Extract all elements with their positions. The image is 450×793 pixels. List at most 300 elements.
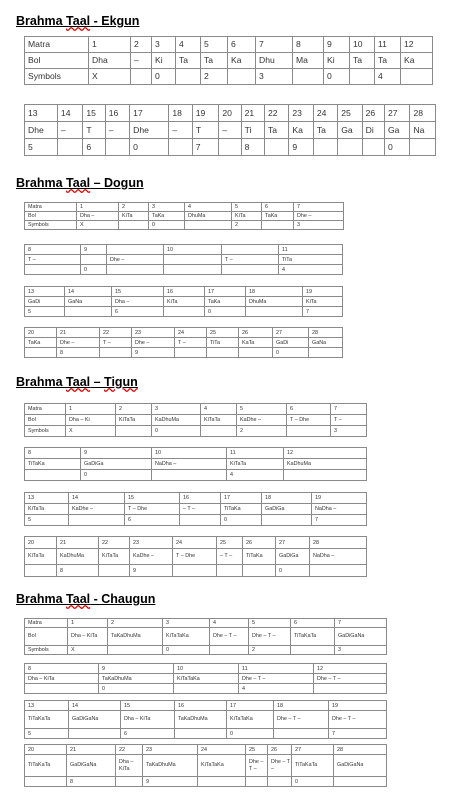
table-cell: KiTaTaKa	[227, 711, 274, 729]
table-cell: 27	[273, 328, 309, 338]
table-cell: KaDhuMa	[57, 549, 99, 565]
table-cell: 7	[294, 203, 344, 212]
table-row	[25, 297, 343, 307]
table-cell: 0	[130, 139, 169, 156]
table-row	[25, 664, 387, 674]
table-cell	[65, 307, 112, 317]
table-cell: 24	[175, 328, 207, 338]
table-cell: 0	[149, 221, 185, 230]
table-cell: 3	[149, 203, 185, 212]
table-cell: Dhe – T –	[274, 711, 329, 729]
table-cell: 9	[81, 448, 152, 459]
table-cell: KiTaTaKa	[163, 628, 210, 646]
table-cell: 6	[112, 307, 164, 317]
table-cell: 1	[68, 619, 108, 628]
table-cell: 0	[152, 426, 201, 437]
chaugun-table-4	[24, 744, 387, 787]
table-cell: –	[131, 53, 152, 69]
table-cell: 23	[289, 105, 313, 122]
table-cell: 25	[207, 328, 239, 338]
table-row	[25, 729, 387, 739]
table-row	[25, 348, 343, 358]
table-cell: NaDha –	[310, 549, 367, 565]
table-cell: TaKa	[205, 297, 246, 307]
table-cell: 0	[227, 729, 274, 739]
table-cell: GaDiGaNa	[335, 628, 387, 646]
table-cell: 4	[185, 203, 232, 212]
table-cell: 17	[221, 493, 262, 504]
table-cell: T –	[100, 338, 132, 348]
table-cell: 2	[131, 37, 152, 53]
table-cell: Dhe –	[294, 212, 344, 221]
table-cell: GaDiGaNa	[334, 755, 387, 777]
table-cell: 14	[57, 105, 82, 122]
table-row	[25, 415, 367, 426]
table-cell: GaDiGaNa	[67, 755, 116, 777]
table-cell: 5	[249, 619, 291, 628]
table-cell	[222, 245, 279, 255]
table-cell	[274, 729, 329, 739]
table-cell: 22	[264, 105, 288, 122]
table-cell: 22	[100, 328, 132, 338]
table-cell: 18	[274, 701, 329, 711]
table-row	[25, 122, 436, 139]
table-row	[25, 565, 367, 577]
table-cell	[69, 729, 121, 739]
table-cell	[287, 426, 331, 437]
table-row	[25, 493, 367, 504]
table-cell: GaDiGa	[276, 549, 310, 565]
table-cell	[314, 684, 387, 694]
table-cell: Bol	[25, 53, 89, 69]
table-cell	[164, 307, 205, 317]
table-cell: 23	[130, 537, 173, 549]
table-row	[25, 549, 367, 565]
table-cell: Dha – KiTa	[121, 711, 175, 729]
table-cell	[25, 265, 81, 275]
table-cell: Dhe	[130, 122, 169, 139]
table-cell	[169, 139, 192, 156]
table-cell: Ki	[152, 53, 176, 69]
table-cell	[313, 139, 337, 156]
table-cell: 17	[227, 701, 274, 711]
table-cell: 13	[25, 105, 58, 122]
table-cell: TaKa	[25, 338, 57, 348]
table-cell: 2	[237, 426, 287, 437]
tigun-table-4	[24, 536, 367, 577]
table-cell: Ka	[228, 53, 256, 69]
table-cell: 6	[83, 139, 105, 156]
table-cell	[268, 777, 292, 787]
table-row	[25, 777, 387, 787]
table-cell: 12	[314, 664, 387, 674]
table-cell: 1	[66, 404, 116, 415]
table-cell: 0	[324, 69, 350, 85]
table-cell: 5	[201, 37, 228, 53]
table-row	[25, 287, 343, 297]
table-cell: 0	[221, 515, 262, 526]
table-cell: 8	[67, 777, 116, 787]
table-cell: TiTaKaTa	[25, 711, 69, 729]
table-cell: 0	[99, 684, 174, 694]
table-cell: 3	[331, 426, 367, 437]
table-cell: Dha – KiTa	[68, 628, 108, 646]
table-cell: TaKaDhuMa	[99, 674, 174, 684]
table-cell	[25, 348, 57, 358]
table-cell: 17	[130, 105, 169, 122]
table-cell: TaKaDhuMa	[143, 755, 198, 777]
table-row	[25, 53, 433, 69]
table-cell: 4	[227, 470, 284, 481]
table-cell: 0	[205, 307, 246, 317]
table-cell	[207, 348, 239, 358]
table-cell: Ta	[375, 53, 401, 69]
table-cell: Dhe – T –	[239, 674, 314, 684]
table-cell	[131, 69, 152, 85]
table-cell: 8	[293, 37, 324, 53]
table-cell: Dha – KiTa	[25, 674, 99, 684]
table-cell: 12	[284, 448, 367, 459]
table-cell: Matra	[25, 37, 89, 53]
dogun-table-3	[24, 286, 343, 317]
table-row	[25, 701, 387, 711]
table-cell: 3	[152, 37, 176, 53]
table-cell: 6	[291, 619, 335, 628]
table-cell: 0	[273, 348, 309, 358]
table-row	[25, 221, 344, 230]
table-cell: 0	[384, 139, 409, 156]
table-cell	[25, 684, 99, 694]
table-cell: 26	[268, 745, 292, 755]
table-row	[25, 265, 343, 275]
table-cell: Dha – KiTa	[116, 755, 143, 777]
table-cell: 6	[287, 404, 331, 415]
table-cell: 28	[310, 537, 367, 549]
table-cell: Dhe – T –	[249, 628, 291, 646]
table-cell: 16	[175, 701, 227, 711]
table-cell	[164, 265, 222, 275]
table-cell: GaNa	[65, 297, 112, 307]
chaugun-table-1	[24, 618, 387, 655]
table-cell: 7	[256, 37, 293, 53]
table-cell: 7	[312, 515, 367, 526]
table-cell	[264, 139, 288, 156]
table-cell	[100, 348, 132, 358]
table-cell: 7	[192, 139, 219, 156]
table-row	[25, 105, 436, 122]
table-cell: TaKa	[262, 212, 294, 221]
table-cell: Ga	[338, 122, 362, 139]
table-row	[25, 684, 387, 694]
table-row	[25, 515, 367, 526]
table-cell: KiTaTaKa	[198, 755, 246, 777]
table-cell: Ki	[324, 53, 350, 69]
table-cell	[228, 69, 256, 85]
table-row	[25, 504, 367, 515]
table-cell: Dha –	[77, 212, 119, 221]
table-cell: Dhe –	[132, 338, 175, 348]
dogun-table-4	[24, 327, 343, 358]
table-cell: Dhe – T –	[210, 628, 249, 646]
table-cell	[362, 139, 384, 156]
table-cell: 22	[99, 537, 130, 549]
table-cell: Na	[410, 122, 436, 139]
table-cell: 1	[89, 37, 131, 53]
table-cell	[262, 221, 294, 230]
table-cell: Bol	[25, 628, 68, 646]
table-cell: 28	[410, 105, 436, 122]
table-cell	[201, 426, 237, 437]
table-cell: GaDiGa	[262, 504, 312, 515]
table-cell: 26	[362, 105, 384, 122]
table-cell: Ga	[384, 122, 409, 139]
table-cell: 0	[163, 646, 210, 655]
table-cell: 18	[262, 493, 312, 504]
table-cell: Symbols	[25, 69, 89, 85]
ekgun-table-1	[24, 36, 433, 85]
heading-tigun: Brahma Taal – Tigun	[16, 375, 138, 389]
table-cell: TiTaKa	[221, 504, 262, 515]
table-cell	[173, 565, 217, 577]
table-cell: 5	[25, 139, 58, 156]
table-cell	[164, 255, 222, 265]
table-cell: 16	[180, 493, 221, 504]
table-cell: 0	[292, 777, 334, 787]
table-cell	[293, 69, 324, 85]
table-cell: TiTaKa	[243, 549, 276, 565]
table-cell	[175, 348, 207, 358]
table-cell: Ta	[176, 53, 201, 69]
table-cell: T	[83, 122, 105, 139]
heading-chaugun: Brahma Taal - Chaugun	[16, 592, 156, 606]
table-cell: GaDi	[25, 297, 65, 307]
table-cell: 5	[232, 203, 262, 212]
table-cell	[105, 139, 129, 156]
table-cell	[107, 265, 164, 275]
table-cell: GaNa	[309, 338, 343, 348]
table-cell: 19	[329, 701, 387, 711]
table-cell	[309, 348, 343, 358]
table-cell: 16	[105, 105, 129, 122]
table-cell: 24	[173, 537, 217, 549]
table-cell: 4	[375, 69, 401, 85]
table-cell	[222, 265, 279, 275]
table-cell	[401, 69, 433, 85]
table-cell: – T –	[217, 549, 243, 565]
table-cell: 7	[331, 404, 367, 415]
table-cell: Matra	[25, 619, 68, 628]
table-cell	[107, 245, 164, 255]
table-cell: 20	[25, 537, 57, 549]
table-row	[25, 328, 343, 338]
table-cell: Ma	[293, 53, 324, 69]
table-cell: TaKaDhuMa	[175, 711, 227, 729]
table-cell: TiTaKaTa	[291, 628, 335, 646]
table-row	[25, 755, 387, 777]
table-cell: 7	[329, 729, 387, 739]
table-cell: 15	[125, 493, 180, 504]
table-cell: 8	[25, 448, 81, 459]
table-cell: Symbols	[25, 646, 68, 655]
table-cell	[119, 221, 149, 230]
table-cell: Dhe – T –	[246, 755, 268, 777]
table-cell: 9	[81, 245, 107, 255]
table-cell: 8	[241, 139, 264, 156]
tigun-table-3	[24, 492, 367, 526]
table-cell: 2	[108, 619, 163, 628]
table-cell: Dhe	[25, 122, 58, 139]
table-cell: 20	[25, 745, 67, 755]
table-cell: 4	[239, 684, 314, 694]
table-cell: Dhe – T –	[268, 755, 292, 777]
table-cell: 15	[83, 105, 105, 122]
table-cell: GaDi	[273, 338, 309, 348]
table-cell: Ta	[201, 53, 228, 69]
table-cell: 13	[25, 493, 69, 504]
table-cell: T – Dhe	[173, 549, 217, 565]
table-cell: Dha	[89, 53, 131, 69]
table-cell: TiTaKaTa	[292, 755, 334, 777]
table-cell: KiTaTa	[116, 415, 152, 426]
table-cell: 8	[25, 245, 81, 255]
dogun-table-1	[24, 202, 344, 230]
table-cell: Ka	[289, 122, 313, 139]
table-cell: 2	[119, 203, 149, 212]
table-cell: Dhu	[256, 53, 293, 69]
table-cell	[180, 515, 221, 526]
table-cell: 17	[205, 287, 246, 297]
table-cell: 8	[57, 348, 100, 358]
table-cell: KiTaTa	[99, 549, 130, 565]
table-cell	[174, 684, 239, 694]
table-cell: X	[89, 69, 131, 85]
table-cell: –	[57, 122, 82, 139]
table-row	[25, 69, 433, 85]
table-cell: TaKaDhuMa	[108, 628, 163, 646]
table-cell	[219, 139, 241, 156]
table-cell: 21	[67, 745, 116, 755]
table-cell: Bol	[25, 212, 77, 221]
table-row	[25, 745, 387, 755]
table-row	[25, 203, 344, 212]
table-cell: KaDhe –	[130, 549, 173, 565]
table-cell: Dhe – T –	[314, 674, 387, 684]
table-cell: 2	[116, 404, 152, 415]
table-cell	[175, 729, 227, 739]
table-cell	[116, 777, 143, 787]
chaugun-table-3	[24, 700, 387, 739]
table-cell	[25, 565, 57, 577]
table-cell: Matra	[25, 404, 66, 415]
table-cell	[116, 426, 152, 437]
table-cell: 2	[249, 646, 291, 655]
table-cell: 10	[152, 448, 227, 459]
table-row	[25, 646, 387, 655]
table-row	[25, 674, 387, 684]
table-cell: 7	[335, 619, 387, 628]
table-row	[25, 338, 343, 348]
table-row	[25, 470, 367, 481]
table-cell: 5	[25, 729, 69, 739]
table-cell: Symbols	[25, 426, 66, 437]
table-cell: 10	[174, 664, 239, 674]
table-cell	[185, 221, 232, 230]
table-cell: TiTa	[207, 338, 239, 348]
table-cell: 15	[121, 701, 175, 711]
table-cell	[152, 470, 227, 481]
table-cell: T	[192, 122, 219, 139]
table-cell: T –	[331, 415, 367, 426]
table-cell: 11	[227, 448, 284, 459]
table-cell: Ti	[241, 122, 264, 139]
table-cell: 14	[69, 493, 125, 504]
table-cell	[246, 307, 303, 317]
table-cell: Bol	[25, 415, 66, 426]
table-cell: 5	[25, 307, 65, 317]
table-cell: 14	[69, 701, 121, 711]
table-row	[25, 448, 367, 459]
table-cell: 19	[312, 493, 367, 504]
table-cell: Symbols	[25, 221, 77, 230]
table-cell: Ta	[264, 122, 288, 139]
table-cell: 11	[239, 664, 314, 674]
table-cell	[198, 777, 246, 787]
table-cell: 5	[237, 404, 287, 415]
table-cell: T –	[25, 255, 81, 265]
table-cell: 28	[309, 328, 343, 338]
table-cell: KiTaTa	[25, 504, 69, 515]
table-cell: KaTa	[239, 338, 273, 348]
table-cell: 12	[401, 37, 433, 53]
table-cell: 0	[276, 565, 310, 577]
table-cell: 25	[338, 105, 362, 122]
table-cell: 15	[112, 287, 164, 297]
table-cell	[176, 69, 201, 85]
table-cell: X	[68, 646, 108, 655]
table-cell: KiTa	[232, 212, 262, 221]
table-cell: TiTaKa	[25, 459, 81, 470]
table-cell: 9	[143, 777, 198, 787]
table-cell: 16	[164, 287, 205, 297]
table-cell: 6	[121, 729, 175, 739]
table-cell	[243, 565, 276, 577]
table-cell: DhuMa	[185, 212, 232, 221]
table-cell: 5	[25, 515, 69, 526]
table-cell: 9	[289, 139, 313, 156]
table-cell: Matra	[25, 203, 77, 212]
table-cell: 3	[163, 619, 210, 628]
table-cell: 28	[334, 745, 387, 755]
table-cell: KiTa	[303, 297, 343, 307]
table-cell: 1	[77, 203, 119, 212]
table-cell: KaDhe –	[237, 415, 287, 426]
table-cell: 3	[256, 69, 293, 85]
table-cell	[291, 646, 335, 655]
table-cell: Ka	[401, 53, 433, 69]
table-cell	[262, 515, 312, 526]
table-row	[25, 212, 344, 221]
table-cell	[246, 777, 268, 787]
table-cell: 2	[201, 69, 228, 85]
table-cell: T –	[222, 255, 279, 265]
table-cell: 25	[246, 745, 268, 755]
table-cell	[410, 139, 436, 156]
table-cell: Ta	[313, 122, 337, 139]
table-cell: TiTaKaTa	[25, 755, 67, 777]
table-cell	[25, 470, 81, 481]
table-cell: 4	[210, 619, 249, 628]
table-cell: 13	[25, 287, 65, 297]
